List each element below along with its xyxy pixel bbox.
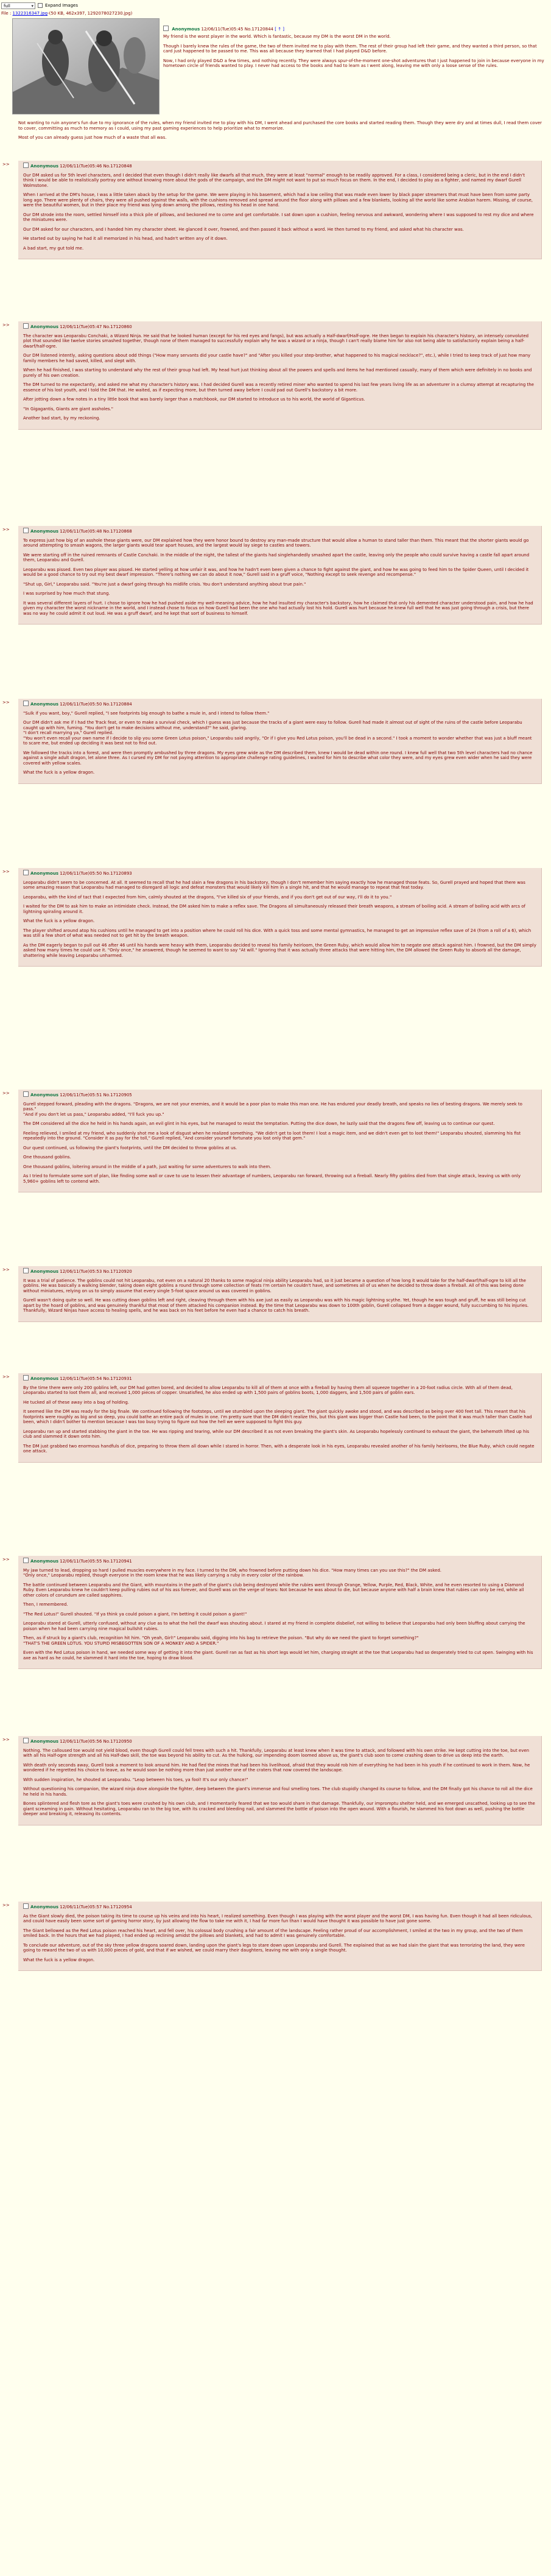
reply-paragraph: Bones splintered and flesh tore as the giant's toes were crushed by his own club, and I momentarily feared that we too would share in that damage. Thankfully, our impromptu shelter held, and we emerged unscathed, looking up to see the giant screaming in pain. Without hesitating, Leoparabu ran to the big toe, with its cracked and bleeding nail, and slammed the bottle of poison into the open wound. With a flourish, he slammed his foot down as well, pushing the bottle deeper and breaking it, releasing its contents. [23,1801,535,1816]
file-meta: -(50 KB, 462x397, 1292078027230.jpg) [47,11,133,16]
reply-paragraph: With death only seconds away, Gurell took a moment to look around him. He had fled the mines that had been his livelihood, afraid that they would rob him of everything he had been in his youth if he continued to work in them. Now, he wondered if he regretted his choice to leave, as he would soon be nothing more than just another one of the craters that now covered the landscape. [23,1762,530,1773]
poster-name: Anonymous [30,164,59,169]
poster-name: Anonymous [30,702,59,707]
op-paragraph: Now, I had only played D&D a few times, and nothing recently. They were always spur-of-the-moment one-shot adventures that I just happened to join in because everyone in my hometown circle of friends wanted to play. I never had access to the books and had to learn as I went along, leaving me with only a loose sense of the rules. [163,58,544,68]
reply-paragraph: It was a trial of patience. The goblins could not hit Leoparabu, not even on a natural 20 thanks to some magical ninja ability Leoparabu had, so it just became a question of how long it would take for the half-dwarf/half-ogre to kill all the goblins. He was basically a walking blender, taking down eight goblins a round through some collection of feats I'm certain he couldn't have, and sometimes all of us when he decided to throw down a fireball. All of this was being done without miniatures, relying on us to simply assume that every single 5-foot space around us was covered in goblins. [23,1278,526,1293]
poster-name: Anonymous [30,1905,59,1909]
op-paragraph: My friend is the worst player in the world. Which is fantastic, because my DM is the worst DM in the world. [163,34,391,39]
post-date: 12/06/11(Tue)05:55 [60,1559,102,1564]
reply-paragraph: What the fuck is a yellow dragon. [23,770,95,775]
post-date: 12/06/11(Tue)05:50 [60,871,102,876]
post-number[interactable]: No.17120844 [244,27,273,32]
reply-select-checkbox[interactable] [23,1558,29,1563]
reply-paragraph: As the Giant slowly died, the poison taking its time to course up his veins and into his heart, I realized something. Even though I was playing with the worst player and the worst DM, I was having fun. Even though it had all been ridiculous, and could have easily been some sort of gaming horror story, by just allowing the flow to take me with it, I had far more fun than I would have thought it was possible to have just gone some. [23,1913,533,1923]
reply-paragraph: It seemed like the DM was ready for the big finale. We continued following the footsteps, until we stumbled upon the sleeping giant. The giant quickly awoke and stood, and was described as being over 400 feet tall. This meant that his footprints were roughly as big and so deep, you could bathe an entire pack of mules in one. I'm pretty sure that the DM didn't realize this, but this giant was bigger than Castle had been, to the point that it was much taller than Castle had been, which I didn't bother to mention because I was too busy trying to figure out how the hell we were supposed to fight this guy. [23,1409,532,1424]
post-number[interactable]: No.17120941 [103,1559,132,1564]
post-number[interactable]: No.17120950 [103,1739,132,1744]
reply-post [18,1090,542,1192]
reply-paragraph: The battle continued between Leoparabu and the Giant, with mountains in the path of the giant's club being destroyed while the rubies went through Orange, Yellow, Purple, Red, Black, White, and he even resorted to using a Diamond Ruby. Even Leoparabu knew he couldn't keep pulling rubies out of his ass forever, and Gurell was on the verge of tears: Not because he was about to die, but because anyone with half a brain knew that rubies can only be red, while all other colors of corundum are called sapphires. [23,1582,524,1598]
post-date: 12/06/11(Tue)05:46 [60,164,102,169]
reply-paragraph: As I tried to formulate some sort of plan, like finding some wall or cave to use to lessen their advantage of numbers, Leoparabu ran forward, throwing out a fireball. Nearly fifty goblins died from that single attack, leaving us with only 5,960+ goblins left to contend with. [23,1174,521,1184]
reply-paragraph: "In Gigagantis, Giants are giant assholes." [23,406,113,411]
reply-paragraph: One thousand goblins. [23,1155,71,1160]
post-number[interactable]: No.17120905 [103,1093,132,1097]
reply-header [23,701,536,707]
reply-indicator: >> [2,700,10,705]
reply-paragraph: He started out by saying he had it all memorized in his head, and hadn't written any of it down. [23,236,228,241]
reply-post [18,699,542,784]
reply-paragraph: To conclude our adventure, out of the sky three yellow dragons soared down, landing upon the giant's legs to stare down upon Leoparabu and Gurell. The explained that as we had slain the giant that was terrorizing the land, they were going to reward the two of us with 10,000 pieces of gold, and that if we wished, we could marry their daughters, leaving me with only a single thought. [23,1942,525,1953]
poster-name: Anonymous [30,529,59,534]
reply-post [18,1902,542,1971]
reply-post [18,1266,542,1322]
reply-select-checkbox[interactable] [23,1268,29,1273]
reply-paragraph: "The Red Lotus!" Gurell shouted. "If ya think ya could poison a giant, I'm betting it could poison a giant!" [23,1611,247,1617]
reply-paragraph: When I arrived at the DM's house, I was a little taken aback by the setup for the game. We were playing in his basement, which had a low ceiling that was made even lower by black paper streamers that must have been from some party long ago. There were plenty of chairs, they were all pushed against the walls, with the cushions removed and spread around the floor along with pillows and a few blankets, looking all the world like some Arabian harem. Missing, of course, were the beautiful women, but in their place my friend was lying down among the pillows, resting his head in one hand. [23,192,533,208]
reply-select-checkbox[interactable] [23,1738,29,1743]
poster-name: Anonymous [30,1269,59,1274]
poster-name: Anonymous [30,1376,59,1381]
reply-indicator: >> [2,1737,10,1742]
reply-paragraph: The DM considered all the dice he held in his hands again, an evil glint in his eyes, but he managed to resist the temptation. Putting the dice down, he lazily said that the dragons flew off, leaving us to continue our quest. [23,1121,495,1126]
reply-paragraph: I waited for the DM to ask him to make an intimidate check. Instead, the DM asked him to make a reflex save. The Dragons all simultaneously released their breath weapons, a stream of boiling acid. A stream of boiling acid with arcs of lightning spiraling around it. [23,904,526,914]
post-number[interactable]: No.17120860 [103,324,132,329]
op-message [163,34,547,73]
reply-paragraph: Another bad start, by my reckoning. [23,416,100,421]
op-select-checkbox[interactable] [163,26,169,31]
op-thumbnail[interactable] [12,18,160,114]
post-number[interactable]: No.17120848 [103,164,132,169]
expand-images-checkbox[interactable] [38,3,43,8]
post-date: 12/06/11(Tue)05:48 [60,529,102,534]
reply-indicator: >> [2,527,10,532]
op-paragraph: Though I barely knew the rules of the game, the two of them invited me to play with them. The rest of their group had left their game, and they wanted a third person, so that card just happened to be passed to me. This was all because they learned that I had played D&D before. [163,43,537,54]
reply-paragraph: Our DM didn't ask me if I had the Track feat, or even to make a survival check, which I guess was just because the tracks of a giant were easy to follow. Gurell had made it almost out of sight of the ruins of the castle before Leoparabu caught up with him, fuming. "You don't get to make decisions without me, understand?" he said, glaring. "I don't recall marrying ya," Gurell replied. "You won't even recall your own name if I decide to slip you some Green Lotus poison," Leoparabu said angrily, "Or if I give you Red Lotus poison, you'll be dead in a second." I took a moment to wonder whether that was just a bluff meant to scare me, but ended up deciding it was best not to find out. [23,720,532,746]
reply-paragraph: A bad start, my gut told me. [23,245,84,251]
reply-header [23,1738,536,1745]
reply-indicator: >> [2,1903,10,1908]
reply-paragraph: What the fuck is a yellow dragon. [23,919,95,923]
reply-post [18,321,542,430]
reply-post [18,1556,542,1669]
post-date: 12/06/11(Tue)05:47 [60,324,102,329]
op-header [163,26,284,32]
reply-header [23,528,536,534]
reply-select-checkbox[interactable] [23,1375,29,1381]
reply-header [23,323,536,330]
file-link[interactable]: 1322316347.jpg [12,11,48,16]
reply-paragraph: "Shut up, Girl," Leoparabu said. "You're just a dwarf going through his midlife crisis. You don't understand anything about true pain." [23,581,306,587]
poster-name: Anonymous [30,324,59,329]
poster-name: Anonymous [172,27,200,32]
reply-paragraph: Our DM asked for our characters, and I handed him my character sheet. He glanced it over, frowned, and then passed it back without a word. He then turned to my friend, and asked what his character was. [23,226,464,232]
reply-header [23,1903,536,1910]
op-message-continued [18,121,542,145]
reply-paragraph: I was surprised by how much that stung. [23,591,110,596]
reply-paragraph: "Sulk if you want, boy," Gurell replied, "I see footprints big enough to bathe a mule in, and I intend to follow them." [23,710,270,716]
reply-paragraph: Then, as if struck by a giant's club, recognition hit him. "Oh yeah, Girl!" Leoparabu said, digging into his bag to retrieve the poison. "But why do we need the giant to forget something?" "THAT'S THE GREEN LOTUS. YOU STUPID MISBEGOTTEN SON OF A MONKEY AND A SPIDER." [23,1636,419,1646]
reply-paragraph: To express just how big of an asshole these giants were, our DM explained how they were honor bound to destroy any man-made structure that would allow a human to stand taller than them. This meant that the shorter giants would go around attempting to smash wagons, the larger giants would tear apart houses, and the largest would lay siege to castles and towers. [23,537,529,548]
reply-header [23,870,536,877]
reply-paragraph: The character was Leoparabu Conchaki, a Wizard Ninja. He said that he looked human (except for his red eyes and fangs), but was actually a Half-dwarf/Half-ogre. He then began to explain his character's history, an intensely convoluted plot that sounded like twelve stories smashed together, though none of them managed to successfully explain why he was a wizard or a ninja, though I can't really blame him for also not being able to satisfactorily explain being a half-dwarf/half-ogre. [23,333,529,349]
reply-paragraph: Our DM asked us for 5th level characters, and I decided that even though I didn't really like dwarfs all that much, they were at least "normal" enough to be readily approved. For a class, I considered being a cleric, but in the end I didn't think I would be able to realistically portray one without knowing more about the gods of the campaign, and the DM might not want to put so much focus on them. In the end, I decided to play as a fighter, and named my dwarf Gurell Wolmstone. [23,172,525,188]
reply-indicator: >> [2,1374,10,1379]
reply-indicator: >> [2,869,10,874]
reply-header [23,1375,536,1382]
poster-name: Anonymous [30,1739,59,1744]
reply-paragraph: Nothing. The calloused toe would not yield blood, even though Gurell could fell trees with such a hit. Thankfully, Leoparabu at least knew when it was time to attack, and followed with his own strike. He kept cutting into the toe, but even with all his Half-ogre strength and all his Half-dwo skill, the toe was beyond his ability to cut. As the hulking, our impending doom loomed above us, the giant's club soon to come crashing down to drive us deep into the earth. [23,1748,530,1758]
reply-paragraph: The DM just grabbed two enormous handfuls of dice, preparing to throw them all down while I stared in horror. Then, with a desperate look in his eyes, Leoparabu revealed another of his family heirlooms, the Blue Ruby, which could negate one attack. [23,1443,535,1454]
reply-paragraph: The Giant bellowed as the Red Lotus poison reached his heart, and fell over, his colossal body crushing a fair amount of the landscape. Feeling rather proud of our accomplishment, I smiled at the two in my group, and the two of them smiled back. In the hours that we had played, I had ended up reclining amidst the pillows and blankets, and had to admit I was genuinely comfortable. [23,1928,523,1938]
reply-post [18,868,542,967]
reply-paragraph: Our DM listened intently, asking questions about odd things ("How many servants did your castle have?" and "After you killed your step-brother, what happened to his magical necklace?", etc.), while I tried to keep track of just how many family members he had saved, killed, and slept with. [23,353,531,363]
reply-select-checkbox[interactable] [23,323,29,329]
reply-indicator: >> [2,1267,10,1272]
post-date: 12/06/11(Tue)05:57 [60,1905,102,1909]
op-paragraph: Most of you can already guess just how much of a waste that all was. [18,135,167,140]
op-file-info [1,11,132,16]
reply-paragraph: Gurell stepped forward, pleading with the dragons. "Dragons, we are not your enemies, and it would be a poor plan to make this man one. He has endured your deadly breath, and speaks no lies of besting dragons. We merely seek to pass." "And if you don't let us pass," Leoparabu added, "I'll fuck you up." [23,1101,522,1117]
reply-paragraph: We followed the tracks into a forest, and were then promptly ambushed by three dragons. My eyes grew wide as the DM described them, knew I would be dead within one round. I knew full well that two 5th level characters had no chance against a single adult dragon, let alone three. As I cursed my DM for not paying attention to appropriate challenge rating guidelines, I waited for him to describe what color they were, and my eyes grew even wider when he said they were covered with yellow scales. [23,750,533,766]
reply-paragraph: When he had finished, I was starting to understand why the rest of their group had left. My head hurt just thinking about all the powers and spells and items he had mentioned casually, many of them which were definitely in no books and purely of his own creation. [23,368,532,378]
post-number[interactable]: No.17120920 [103,1269,132,1274]
reply-post [18,1373,542,1463]
reply-paragraph: Even with the Red Lotus poison in hand, we needed some way of getting it into the giant. Gurell ran as fast as his short legs would let him, charging straight at the toe that Leoparabu had so desperately tried to cut open. Swinging with his axe as hard as he could, he slammed it hard into the toe, hoping to draw blood. [23,1650,533,1661]
warriors-artwork-image [13,19,159,114]
post-date: 12/06/11(Tue)05:54 [60,1376,102,1381]
reply-select-checkbox[interactable] [23,701,29,706]
reply-paragraph: Leoparabu stared at Gurell, utterly confused, without any clue as to what the hell the dwarf was shouting about. I stared at my friend in complete disbelief, not willing to believe that Leoparabu had only been bluffing about carrying the poison when he had been carrying nine magical bullshit rubies. [23,1621,525,1631]
reply-select-checkbox[interactable] [23,528,29,533]
reply-paragraph: Leoparabu, with the kind of tact that I expected from him, calmly shouted at the dragons, "I've killed six of your friends, and if you don't get out of our way, I'll do it to you." [23,894,392,900]
reply-indicator: >> [2,1557,10,1562]
top-controls [1,1,78,10]
reply-post [18,161,542,259]
reply-paragraph: Our DM strode into the room, settled himself into a thick pile of pillows, and beckoned me to come and get comfortable. I sat down upon a cushion, feeling nervous and awkward, wondering where I was supposed to rest my dice and where the miniatures were. [23,212,534,222]
reply-header [23,1558,536,1564]
poster-name: Anonymous [30,1559,59,1564]
reply-paragraph: The player shifted around atop his cushions until he managed to get into a position where he could roll his dice. With a quick toss and some mental gymnastics, he managed to get an impressive reflex save of 24 (from a roll of a 6), which was still a few short of what was needed not to get hit by the breath weapon. [23,928,532,938]
post-date: 12/06/11(Tue)05:45 [201,27,244,32]
file-label: File : [1,11,12,16]
view-select[interactable]: full ▾ [1,2,35,9]
post-date: 12/06/11(Tue)05:51 [60,1093,102,1097]
reply-indicator: >> [2,162,10,167]
reply-paragraph: The DM turned to me expectantly, and asked me what my character's history was. I had decided Gurell was a recently retired miner who wanted to spend his last few years living life as an adventurer in a clumsy attempt at recapturing the essence of his lost youth, and I told the DM that. He waited, as if expecting more, but then turned away before I could pad out Gurell's backstory a bit more. [23,382,534,393]
reply-paragraph: As the DM eagerly began to pull out 46 after 46 until his hands were heavy with them, Leoparabu decided to reveal his family heirloom, the Green Ruby, which would allow him to negate one attack against him. I frowned, but the DM simply asked how many times he could use it. "Only once," he answered, though he seemed to want to say "At will." Ignoring that it was actually three attacks that were hitting him, the DM allowed the Green Ruby to absorb all the damage, shattering while leaving Leoparabu unharmed. [23,942,536,958]
reply-header [23,1268,536,1275]
post-date: 12/06/11(Tue)05:53 [60,1269,102,1274]
reply-indicator: >> [2,323,10,327]
poster-name: Anonymous [30,871,59,876]
post-number[interactable]: No.17120893 [103,871,132,876]
reply-paragraph: Leoparabu didn't seem to be concerned. At all. It seemed to recall that he had slain a few dragons in his backstory, though I don't remember him saying exactly how he managed those feats. So, Gurell prayed and hoped that there was some amazing reason that Leoparabu had managed to disregard all logic and defeat monsters that would likely kill him in a single hit, and that he would manage to repeat that feat today. [23,880,525,890]
reply-paragraph: Gurell wasn't doing quite so well. He was cutting down goblins left and right, cleaving through them with his axe just as easily as Leoparabu was with his magic lightning scythe. Yet, though he was tough and gruff, he was still being cut apart by the hoard of goblins, and was genuinely thankful that most of them attacked his companion instead. By the time that Leoparabu was down to 100th goblin, Gurell collapsed from a dagger wound, fully succumbing to his injuries. Thankfully, Wizard Ninjas have access to healing spells, and he was back on his feet before he even had a chance to catch his breath. [23,1298,529,1313]
poster-name: Anonymous [30,1093,59,1097]
post-date: 12/06/11(Tue)05:56 [60,1739,102,1744]
reply-paragraph: Without questioning his companion, the wizard ninja dove alongside the fighter, deep between the giant's immense and foul smelling toes. The club stupidly changed its course to follow, and the DM finally got his chance to roll all the dice he held in his hands. [23,1787,533,1797]
reply-paragraph: Leoparabu ran up and started stabbing the giant in the toe. He was ripping and tearing, while our DM described it as not even breaking the giant's skin. As Leoparabu hopelessly continued to exhaust the giant, the behemoth lifted up his club and slammed it down onto him. [23,1429,529,1439]
reply-post [18,526,542,625]
reply-paragraph: It was several different layers of hurt. I chose to ignore how he had pushed aside my well-meaning advice, how he had insulted my character's backstory, how he claimed that only his demented character understood pain, and how he had given my character the worst nickname in the world, and I instead chose to focus on how Gurell had been the one who had actually lost his hold. Gurell was hurt because he knew full well that he was just going through a crisis, but there was no way he could admit it out loud. He was a gruff dwarf, and he kept that sort of business to himself. [23,600,533,616]
reply-paragraph: After jotting down a few notes in a tiny little book that was barely larger than a matchbook, our DM started to introduce us to his world, the world of Giganticus. [23,397,365,402]
reply-indicator: >> [2,1091,10,1096]
reply-link[interactable]: [ ↑ ] [275,27,285,32]
reply-paragraph: By the time there were only 200 goblins left, our DM had gotten bored, and decided to allow Leoparabu to kill all of them at once with a fireball by having them all squeeze together in a 20-foot radius circle. With all of them dead, Leoparabu started to loot them all, and received 1,000 pieces of copper. Unsatisfied, he also ended up with 1,500 pairs of goblins boots, 1,000 daggers, and 1,500 pairs of goblin ears. [23,1385,513,1395]
post-number[interactable]: No.17120954 [103,1905,132,1909]
reply-paragraph: He tucked all of these away into a bag of holding. [23,1399,129,1405]
reply-paragraph: With sudden inspiration, he shouted at Leoparabu. "Leap between his toes, ya fool! It's our only chance!" [23,1777,248,1782]
reply-paragraph: Our quest continued, us following the giant's footprints, until the DM decided to throw goblins at us. [23,1145,237,1150]
op-paragraph: Not wanting to ruin anyone's fun due to my ignorance of the rules, when my friend invited me to play with his DM, I went ahead and purchased the core books and started reading them. Though they were dry and at times dull, I read them cover to cover, committing as much to memory as I could, using my past gaming experiences to help prioritize what to memorize. [18,121,542,131]
reply-paragraph: Then, I remembered. [23,1602,68,1607]
reply-select-checkbox[interactable] [23,1903,29,1909]
reply-select-checkbox[interactable] [23,870,29,875]
reply-post [18,1736,542,1825]
reply-paragraph: Feeling relieved, I smiled at my friend, who suddenly shot me a look of disgust when he realized something. "We didn't get to loot them! I lost a magic item, and we didn't even get to loot them!" Leoparabu shouted, slamming his fist repeatedly into the ground. "Consider it as pay for the toll," Gurell replied, "And consider yourself fortunate you lost only that gem." [23,1130,521,1141]
reply-paragraph: One thousand goblins, loitering around in the middle of a path, just waiting for some adventurers to walk into them. [23,1164,272,1169]
reply-paragraph: We were starting off in the ruined remnants of Castle Conchaki. In the middle of the night, the tallest of the giants had singlehandedly smashed apart the castle, leaving only the people who could survive having a castle fall apart around them, Leoparabu and Gurell. [23,552,530,562]
reply-select-checkbox[interactable] [23,1091,29,1097]
reply-select-checkbox[interactable] [23,163,29,168]
post-number[interactable]: No.17120884 [103,702,132,707]
post-number[interactable]: No.17120868 [103,529,132,534]
reply-header [23,163,536,169]
reply-paragraph: Leoparabu was pissed. Even two player was pissed. He started yelling at how unfair it was, and how he hadn't even been given a chance to fight against the giant, and how he was going to feed him to the Spider Queen, until I decided it would be a good chance to try out my best dwarf impression. "There's nothing we can do about it now," Gurell said in a gruff voice, "Nothing except to seek revenge and recompense." [23,567,529,577]
expand-images-label: Expand Images [45,2,78,8]
reply-header [23,1091,536,1098]
reply-paragraph: What the fuck is a yellow dragon. [23,1957,95,1962]
post-date: 12/06/11(Tue)05:50 [60,702,102,707]
reply-paragraph: My jaw turned to lead, dropping so hard I pulled muscles everywhere in my face. I turned to the DM, who frowned before putting down his dice. "How many times can you use this?" the DM asked. "Only once," Leoparabu replied, though everyone in the room knew that he was likely carrying a ruby in every color of the rainbow. [23,1567,442,1578]
post-number[interactable]: No.17120931 [103,1376,132,1381]
